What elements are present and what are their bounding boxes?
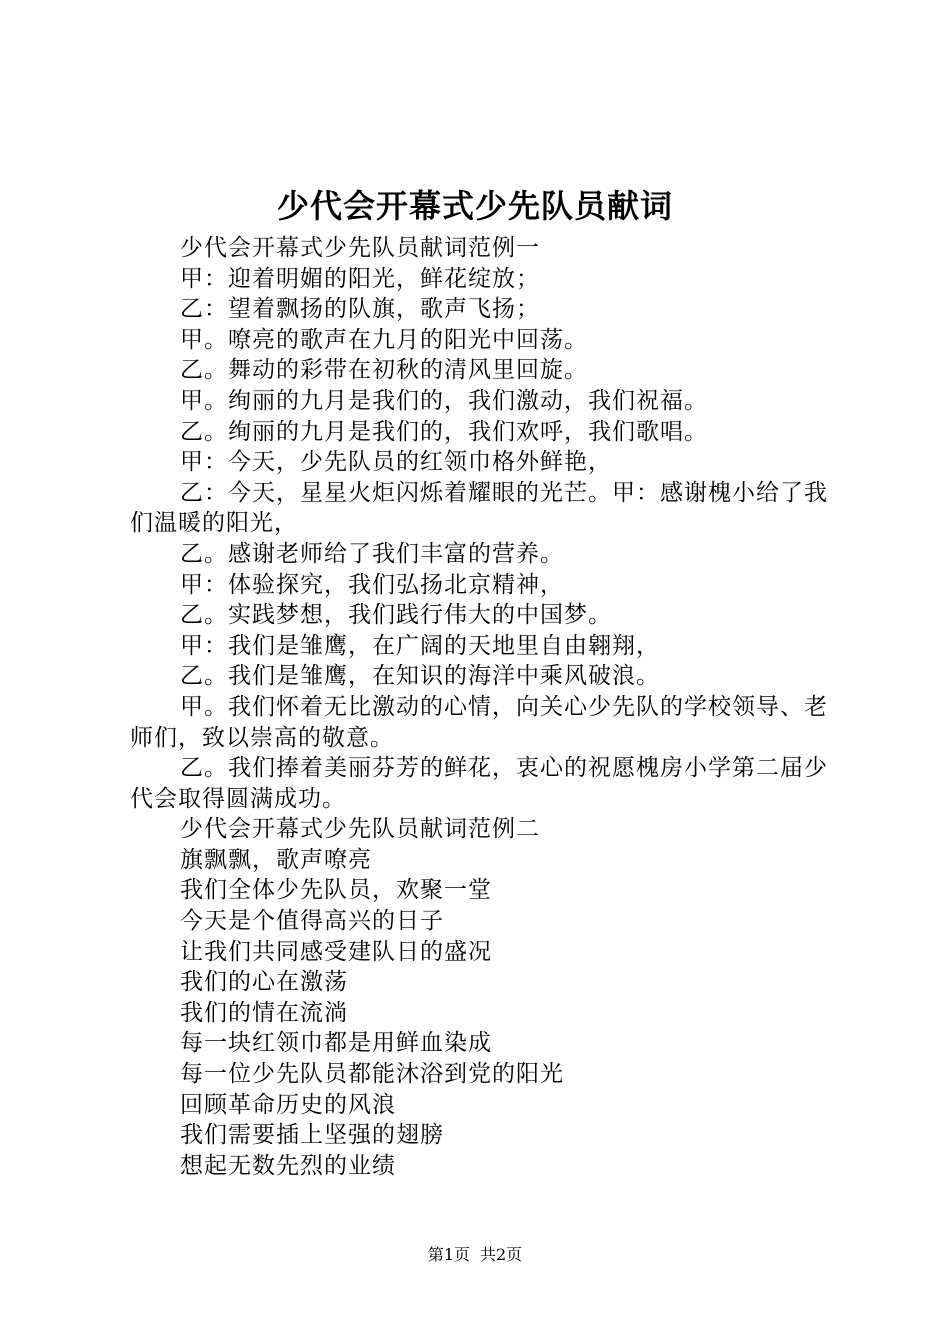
paragraph: 甲。我们怀着无比激动的心情，向关心少先队的学校领导、老师们，致以崇高的敬意。	[130, 693, 828, 751]
paragraph: 回顾革命历史的风浪	[180, 1091, 396, 1118]
page-total: 共2页	[480, 1245, 523, 1264]
paragraph: 甲。嘹亮的歌声在九月的阳光中回荡。	[180, 326, 588, 353]
paragraph: 每一位少先队员都能沐浴到党的阳光	[180, 1061, 564, 1088]
paragraph: 我们的心在激荡	[180, 969, 348, 996]
paragraph: 甲：体验探究，我们弘扬北京精神，	[180, 571, 564, 598]
paragraph: 旗飘飘，歌声嘹亮	[180, 846, 372, 873]
paragraph: 乙。舞动的彩带在初秋的清风里回旋。	[180, 357, 588, 384]
paragraph: 我们的情在流淌	[180, 999, 348, 1026]
document-title: 少代会开幕式少先队员献词	[276, 187, 673, 225]
paragraph: 少代会开幕式少先队员献词范例二	[180, 816, 540, 843]
document-body	[130, 233, 832, 1181]
page-number: 第1页	[427, 1245, 470, 1264]
paragraph: 少代会开幕式少先队员献词范例一	[180, 235, 540, 261]
paragraph: 乙。实践梦想，我们践行伟大的中国梦。	[180, 602, 612, 629]
paragraph: 乙。我们是雏鹰，在知识的海洋中乘风破浪。	[180, 663, 660, 690]
paragraph: 乙：今天，星星火炬闪烁着耀眼的光芒。甲：感谢槐小给了我们温暖的阳光，	[130, 479, 828, 537]
paragraph: 每一块红领巾都是用鲜血染成	[180, 1030, 492, 1057]
paragraph: 甲：我们是雏鹰，在广阔的天地里自由翱翔，	[180, 632, 660, 659]
paragraph: 今天是个值得高兴的日子	[180, 908, 444, 935]
paragraph: 乙。绚丽的九月是我们的，我们欢呼，我们歌唱。	[180, 418, 708, 445]
page-footer	[0, 1245, 950, 1265]
paragraph: 甲：今天，少先队员的红领巾格外鲜艳，	[180, 449, 612, 476]
paragraph: 想起无数先烈的业绩	[180, 1152, 396, 1179]
paragraph: 甲。绚丽的九月是我们的，我们激动，我们祝福。	[180, 387, 708, 414]
paragraph: 让我们共同感受建队日的盛况	[180, 938, 492, 965]
paragraph: 我们需要插上坚强的翅膀	[180, 1122, 444, 1149]
paragraph: 我们全体少先队员，欢聚一堂	[180, 877, 492, 904]
paragraph: 甲：迎着明媚的阳光，鲜花绽放；	[180, 265, 540, 292]
paragraph: 乙。感谢老师给了我们丰富的营养。	[180, 540, 564, 567]
paragraph: 乙：望着飘扬的队旗，歌声飞扬；	[180, 296, 540, 323]
paragraph: 乙。我们捧着美丽芬芳的鲜花，衷心的祝愿槐房小学第二届少代会取得圆满成功。	[130, 755, 828, 812]
